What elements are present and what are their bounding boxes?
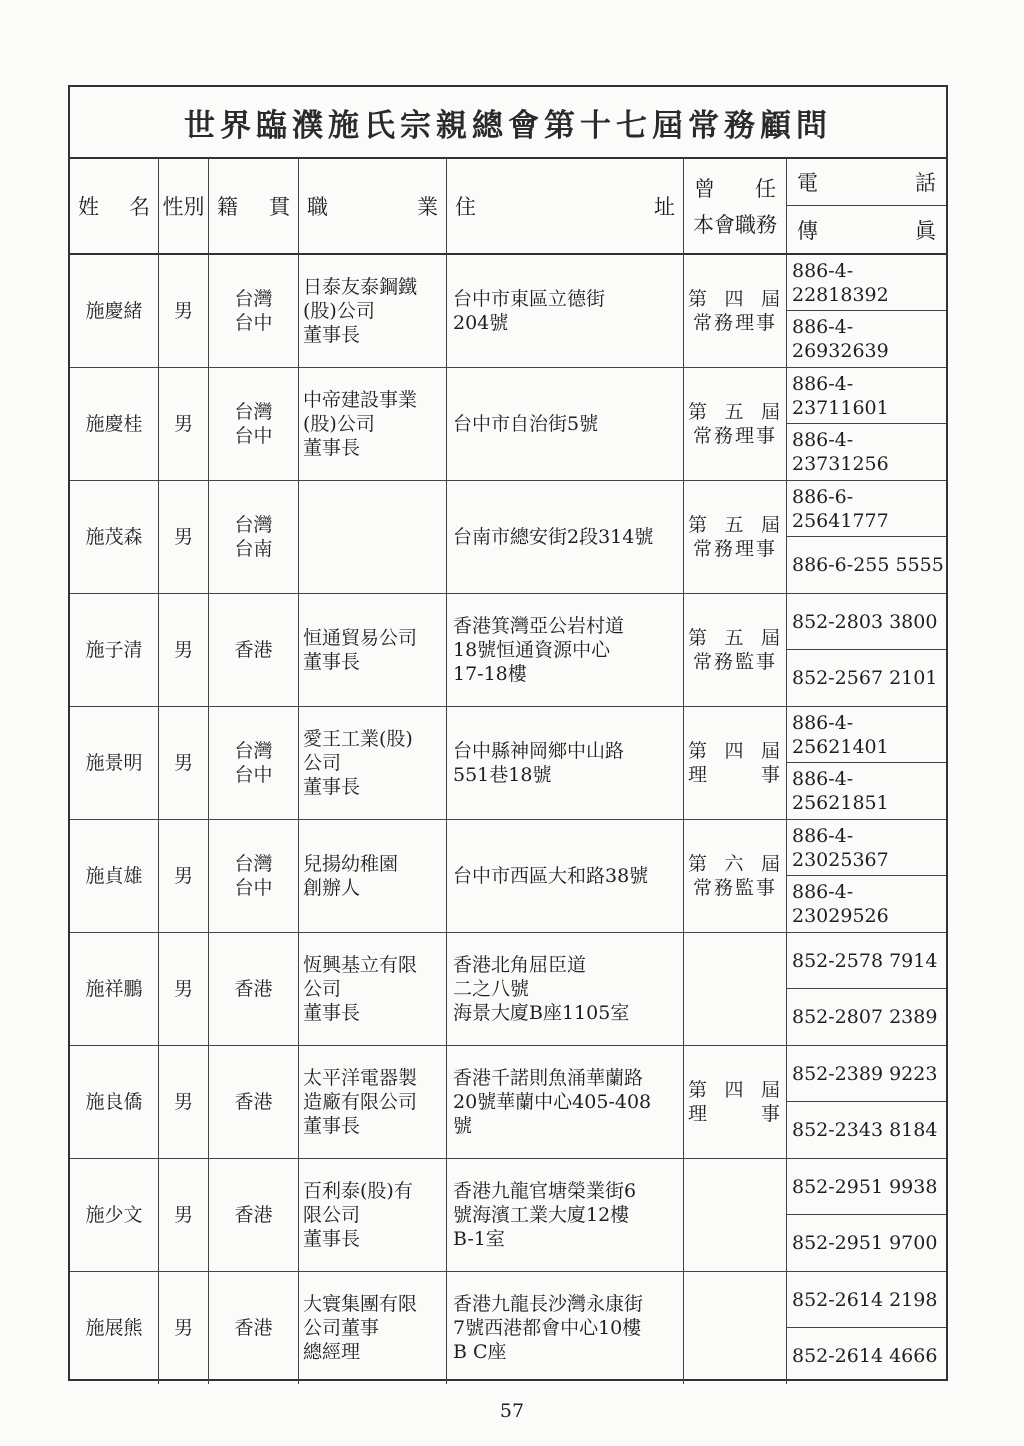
table-row bbox=[70, 368, 946, 481]
tel-number: 852-2803 3800 bbox=[787, 594, 946, 650]
job-line: (股)公司 bbox=[303, 413, 375, 435]
cell-phone bbox=[787, 1046, 946, 1158]
origin-line: 台灣 bbox=[234, 401, 273, 423]
address-line: 號海濱工業大廈12樓 bbox=[453, 1204, 630, 1226]
address-line: 香港北角屈臣道 bbox=[453, 954, 587, 976]
header-tel bbox=[787, 159, 946, 206]
address-line: B C座 bbox=[453, 1341, 507, 1363]
header-tel-char2: 話 bbox=[915, 171, 936, 195]
header-fax-char1: 傳 bbox=[797, 218, 818, 243]
origin-line: 台中 bbox=[234, 312, 273, 334]
cell-sex: 男 bbox=[159, 1272, 209, 1384]
table-row bbox=[70, 594, 946, 707]
cell-address bbox=[447, 1159, 684, 1271]
address-line: 號 bbox=[453, 1115, 473, 1137]
header-origin-char2: 貫 bbox=[269, 195, 290, 219]
cell-phone bbox=[787, 933, 946, 1045]
cell-job bbox=[299, 1272, 447, 1384]
header-address-char1: 住 bbox=[455, 195, 476, 219]
position-token: 屆 bbox=[760, 853, 782, 875]
job-line: 董事長 bbox=[303, 1115, 361, 1137]
cell-position bbox=[684, 1272, 787, 1384]
cell-origin bbox=[209, 368, 299, 480]
header-origin-char1: 籍 bbox=[217, 195, 238, 219]
origin-lines bbox=[234, 638, 272, 662]
address-line: 香港箕灣亞公岩村道 bbox=[453, 615, 625, 637]
header-sex: 性別 bbox=[159, 159, 209, 253]
tel-number: 886-4-23711601 bbox=[787, 368, 946, 424]
address-line: 17-18樓 bbox=[453, 663, 527, 685]
cell-sex: 男 bbox=[159, 820, 209, 932]
cell-job bbox=[299, 481, 447, 593]
position-token: 第 bbox=[688, 288, 710, 310]
job-line: 董事長 bbox=[303, 324, 361, 346]
cell-phone bbox=[787, 820, 946, 932]
cell-name: 施子清 bbox=[70, 594, 159, 706]
job-line: 恆興基立有限 bbox=[303, 954, 418, 976]
cell-origin bbox=[209, 594, 299, 706]
position-token: 事 bbox=[760, 764, 782, 786]
position-token: 常務理事 bbox=[692, 312, 777, 334]
tel-number: 886-4-25621401 bbox=[787, 707, 946, 763]
origin-line: 台南 bbox=[234, 538, 273, 560]
position-token: 五 bbox=[724, 401, 746, 423]
cell-name: 施景明 bbox=[70, 707, 159, 819]
position-token: 五 bbox=[724, 627, 746, 649]
position-token: 常務監事 bbox=[692, 651, 777, 673]
table-header bbox=[70, 159, 946, 255]
position-token: 屆 bbox=[760, 514, 782, 536]
address-line: 香港千諾則魚涌華蘭路 bbox=[453, 1067, 644, 1089]
cell-position bbox=[684, 1046, 787, 1158]
position-token: 屆 bbox=[760, 288, 782, 310]
position-line bbox=[688, 537, 782, 561]
address-line: 551巷18號 bbox=[453, 764, 552, 786]
tel-number: 852-2389 9223 bbox=[787, 1046, 946, 1102]
cell-address bbox=[447, 1046, 684, 1158]
position-line bbox=[688, 400, 782, 424]
cell-phone bbox=[787, 368, 946, 480]
header-address bbox=[447, 159, 684, 253]
job-line: 限公司 bbox=[303, 1204, 361, 1226]
cell-phone bbox=[787, 707, 946, 819]
header-position-char1: 曾 bbox=[694, 177, 715, 201]
cell-origin bbox=[209, 481, 299, 593]
position-token: 第 bbox=[688, 853, 710, 875]
fax-number: 886-4-23029526 bbox=[792, 881, 889, 927]
cell-name: 施慶緒 bbox=[70, 255, 159, 367]
cell-phone bbox=[787, 255, 946, 367]
position-line bbox=[688, 650, 782, 674]
position-line bbox=[688, 513, 782, 537]
fax-number: 886-4-25621851 bbox=[792, 768, 889, 814]
position-token: 常務監事 bbox=[692, 877, 777, 899]
header-tel-char1: 電 bbox=[797, 171, 818, 195]
address-line: 香港九龍官塘榮業街6 bbox=[453, 1180, 637, 1202]
position-token: 六 bbox=[724, 853, 746, 875]
cell-sex: 男 bbox=[159, 707, 209, 819]
header-address-char2: 址 bbox=[654, 195, 675, 219]
cell-origin bbox=[209, 933, 299, 1045]
origin-line: 台灣 bbox=[234, 288, 273, 310]
position-line bbox=[688, 626, 782, 650]
origin-lines bbox=[234, 1203, 272, 1227]
page-title: 世界臨濮施氏宗親總會第十七屆常務顧問 bbox=[70, 87, 946, 159]
fax-number: 886-6-255 5555 bbox=[792, 554, 944, 576]
cell-position bbox=[684, 1159, 787, 1271]
cell-sex: 男 bbox=[159, 933, 209, 1045]
cell-job bbox=[299, 1159, 447, 1271]
job-line: 大寰集團有限 bbox=[303, 1293, 418, 1315]
table-row bbox=[70, 707, 946, 820]
advisor-table bbox=[68, 85, 948, 1381]
header-origin bbox=[209, 159, 299, 253]
cell-origin bbox=[209, 707, 299, 819]
address-line: 二之八號 bbox=[453, 978, 530, 1000]
tel-number: 852-2951 9938 bbox=[787, 1159, 946, 1215]
header-fax bbox=[787, 206, 946, 253]
position-token: 四 bbox=[724, 740, 746, 762]
position-token: 第 bbox=[688, 514, 710, 536]
position-token: 第 bbox=[688, 740, 710, 762]
address-line: B-1室 bbox=[453, 1228, 505, 1250]
origin-line: 台灣 bbox=[234, 853, 273, 875]
cell-address bbox=[447, 1272, 684, 1384]
address-line: 台中市東區立德街 bbox=[453, 288, 606, 310]
origin-lines bbox=[234, 1090, 272, 1114]
tel-number: 886-4-22818392 bbox=[787, 255, 946, 311]
header-fax-char2: 眞 bbox=[915, 218, 936, 243]
job-line: 董事長 bbox=[303, 1228, 361, 1250]
cell-position bbox=[684, 594, 787, 706]
address-line: 7號西港都會中心10樓 bbox=[453, 1317, 642, 1339]
position-line bbox=[688, 739, 782, 763]
cell-name: 施貞雄 bbox=[70, 820, 159, 932]
fax-number: 852-2567 2101 bbox=[792, 667, 938, 689]
position-token: 理 bbox=[688, 764, 710, 786]
position-line bbox=[688, 852, 782, 876]
job-line: 百利泰(股)有 bbox=[303, 1180, 413, 1202]
cell-job bbox=[299, 820, 447, 932]
cell-position bbox=[684, 255, 787, 367]
job-line: 中帝建設事業 bbox=[303, 389, 418, 411]
position-token: 事 bbox=[760, 1103, 782, 1125]
tel-number: 886-4-23025367 bbox=[787, 820, 946, 876]
cell-address bbox=[447, 368, 684, 480]
cell-name: 施展熊 bbox=[70, 1272, 159, 1384]
address-line: 台中縣神岡鄉中山路 bbox=[453, 740, 625, 762]
header-position-line2: 本會職務 bbox=[693, 213, 777, 237]
cell-position bbox=[684, 707, 787, 819]
job-line: 董事長 bbox=[303, 651, 361, 673]
table-row bbox=[70, 1046, 946, 1159]
table-row bbox=[70, 820, 946, 933]
job-line: 創辦人 bbox=[303, 877, 361, 899]
origin-line: 香港 bbox=[234, 978, 273, 1000]
cell-position bbox=[684, 481, 787, 593]
table-body bbox=[70, 255, 946, 1384]
cell-sex: 男 bbox=[159, 481, 209, 593]
header-phone bbox=[787, 159, 946, 253]
header-name-char2: 名 bbox=[129, 195, 150, 219]
cell-origin bbox=[209, 1046, 299, 1158]
position-token: 屆 bbox=[760, 1079, 782, 1101]
job-line: 董事長 bbox=[303, 776, 361, 798]
position-token: 屆 bbox=[760, 627, 782, 649]
cell-sex: 男 bbox=[159, 1159, 209, 1271]
header-name-char1: 姓 bbox=[78, 195, 99, 219]
origin-line: 台灣 bbox=[234, 740, 273, 762]
cell-phone bbox=[787, 481, 946, 593]
origin-lines bbox=[234, 977, 272, 1001]
job-line: 兒揚幼稚園 bbox=[303, 853, 399, 875]
origin-line: 台中 bbox=[234, 877, 273, 899]
job-line: 總經理 bbox=[303, 1341, 361, 1363]
address-line: 台中市西區大和路38號 bbox=[453, 865, 649, 887]
page-number: 57 bbox=[499, 1400, 525, 1422]
address-line: 台中市自治街5號 bbox=[453, 413, 599, 435]
position-token: 理 bbox=[688, 1103, 710, 1125]
cell-sex: 男 bbox=[159, 594, 209, 706]
job-line: 日泰友泰鋼鐵 bbox=[303, 276, 418, 298]
cell-phone bbox=[787, 1272, 946, 1384]
position-line bbox=[688, 763, 782, 787]
table-row bbox=[70, 933, 946, 1046]
position-line bbox=[688, 1078, 782, 1102]
position-token: 五 bbox=[724, 514, 746, 536]
cell-job bbox=[299, 1046, 447, 1158]
cell-name: 施少文 bbox=[70, 1159, 159, 1271]
cell-sex: 男 bbox=[159, 1046, 209, 1158]
header-job bbox=[299, 159, 447, 253]
cell-name: 施祥鵬 bbox=[70, 933, 159, 1045]
origin-lines bbox=[234, 1316, 272, 1340]
cell-name: 施良僑 bbox=[70, 1046, 159, 1158]
origin-line: 香港 bbox=[234, 1091, 273, 1113]
position-token: 常務理事 bbox=[692, 425, 777, 447]
cell-origin bbox=[209, 1272, 299, 1384]
cell-address bbox=[447, 481, 684, 593]
table-row bbox=[70, 481, 946, 594]
origin-line: 香港 bbox=[234, 639, 273, 661]
address-line: 204號 bbox=[453, 312, 509, 334]
job-line: 太平洋電器製 bbox=[303, 1067, 418, 1089]
origin-lines bbox=[234, 739, 272, 787]
position-token: 屆 bbox=[760, 401, 782, 423]
cell-phone bbox=[787, 1159, 946, 1271]
tel-number: 852-2578 7914 bbox=[787, 933, 946, 989]
cell-position bbox=[684, 933, 787, 1045]
cell-name: 施茂森 bbox=[70, 481, 159, 593]
position-token: 第 bbox=[688, 401, 710, 423]
origin-line: 香港 bbox=[234, 1204, 273, 1226]
cell-sex: 男 bbox=[159, 368, 209, 480]
cell-sex: 男 bbox=[159, 255, 209, 367]
job-line: 公司 bbox=[303, 752, 342, 774]
tel-number: 886-6-25641777 bbox=[787, 481, 946, 537]
position-token: 四 bbox=[724, 1079, 746, 1101]
position-token: 常務理事 bbox=[692, 538, 777, 560]
position-line bbox=[688, 1102, 782, 1126]
cell-phone bbox=[787, 594, 946, 706]
table-row bbox=[70, 255, 946, 368]
cell-job bbox=[299, 368, 447, 480]
cell-address bbox=[447, 594, 684, 706]
fax-number: 852-2343 8184 bbox=[792, 1119, 938, 1141]
position-token: 第 bbox=[688, 1079, 710, 1101]
header-position-char2: 任 bbox=[755, 177, 776, 201]
job-line: 董事長 bbox=[303, 437, 361, 459]
address-line: 台南市總安街2段314號 bbox=[453, 526, 654, 548]
fax-number: 886-4-26932639 bbox=[792, 316, 889, 362]
cell-origin bbox=[209, 820, 299, 932]
job-line: 公司 bbox=[303, 978, 342, 1000]
header-name bbox=[70, 159, 159, 253]
cell-address bbox=[447, 255, 684, 367]
origin-line: 台灣 bbox=[234, 514, 273, 536]
header-position-line1 bbox=[688, 173, 782, 203]
fax-number: 852-2951 9700 bbox=[792, 1232, 938, 1254]
header-job-char2: 業 bbox=[417, 195, 438, 219]
position-token: 第 bbox=[688, 627, 710, 649]
job-line: 造廠有限公司 bbox=[303, 1091, 418, 1113]
fax-number: 852-2807 2389 bbox=[792, 1006, 938, 1028]
address-line: 18號恒通資源中心 bbox=[453, 639, 611, 661]
cell-origin bbox=[209, 1159, 299, 1271]
origin-lines bbox=[234, 513, 272, 561]
origin-lines bbox=[234, 852, 272, 900]
origin-line: 台中 bbox=[234, 425, 273, 447]
position-line bbox=[688, 876, 782, 900]
cell-name: 施慶桂 bbox=[70, 368, 159, 480]
cell-position bbox=[684, 368, 787, 480]
address-line: 香港九龍長沙灣永康街 bbox=[453, 1293, 644, 1315]
address-line: 海景大廈B座1105室 bbox=[453, 1002, 630, 1024]
position-token: 屆 bbox=[760, 740, 782, 762]
job-line: (股)公司 bbox=[303, 300, 375, 322]
origin-lines bbox=[234, 287, 272, 335]
tel-number: 852-2614 2198 bbox=[787, 1272, 946, 1328]
cell-address bbox=[447, 933, 684, 1045]
position-line bbox=[688, 424, 782, 448]
position-token: 四 bbox=[724, 288, 746, 310]
header-job-char1: 職 bbox=[307, 195, 328, 219]
cell-job bbox=[299, 255, 447, 367]
header-position bbox=[684, 159, 787, 253]
position-line bbox=[688, 311, 782, 335]
cell-origin bbox=[209, 255, 299, 367]
job-line: 恒通貿易公司 bbox=[303, 627, 418, 649]
origin-line: 台中 bbox=[234, 764, 273, 786]
cell-job bbox=[299, 707, 447, 819]
table-row bbox=[70, 1272, 946, 1384]
fax-number: 852-2614 4666 bbox=[792, 1345, 938, 1367]
cell-address bbox=[447, 820, 684, 932]
cell-address bbox=[447, 707, 684, 819]
table-row bbox=[70, 1159, 946, 1272]
cell-job bbox=[299, 933, 447, 1045]
cell-position bbox=[684, 820, 787, 932]
position-line bbox=[688, 287, 782, 311]
fax-number: 886-4-23731256 bbox=[792, 429, 889, 475]
cell-job bbox=[299, 594, 447, 706]
origin-line: 香港 bbox=[234, 1317, 273, 1339]
address-line: 20號華蘭中心405-408 bbox=[453, 1091, 652, 1113]
job-line: 愛王工業(股) bbox=[303, 728, 413, 750]
job-line: 董事長 bbox=[303, 1002, 361, 1024]
job-line: 公司董事 bbox=[303, 1317, 380, 1339]
origin-lines bbox=[234, 400, 272, 448]
